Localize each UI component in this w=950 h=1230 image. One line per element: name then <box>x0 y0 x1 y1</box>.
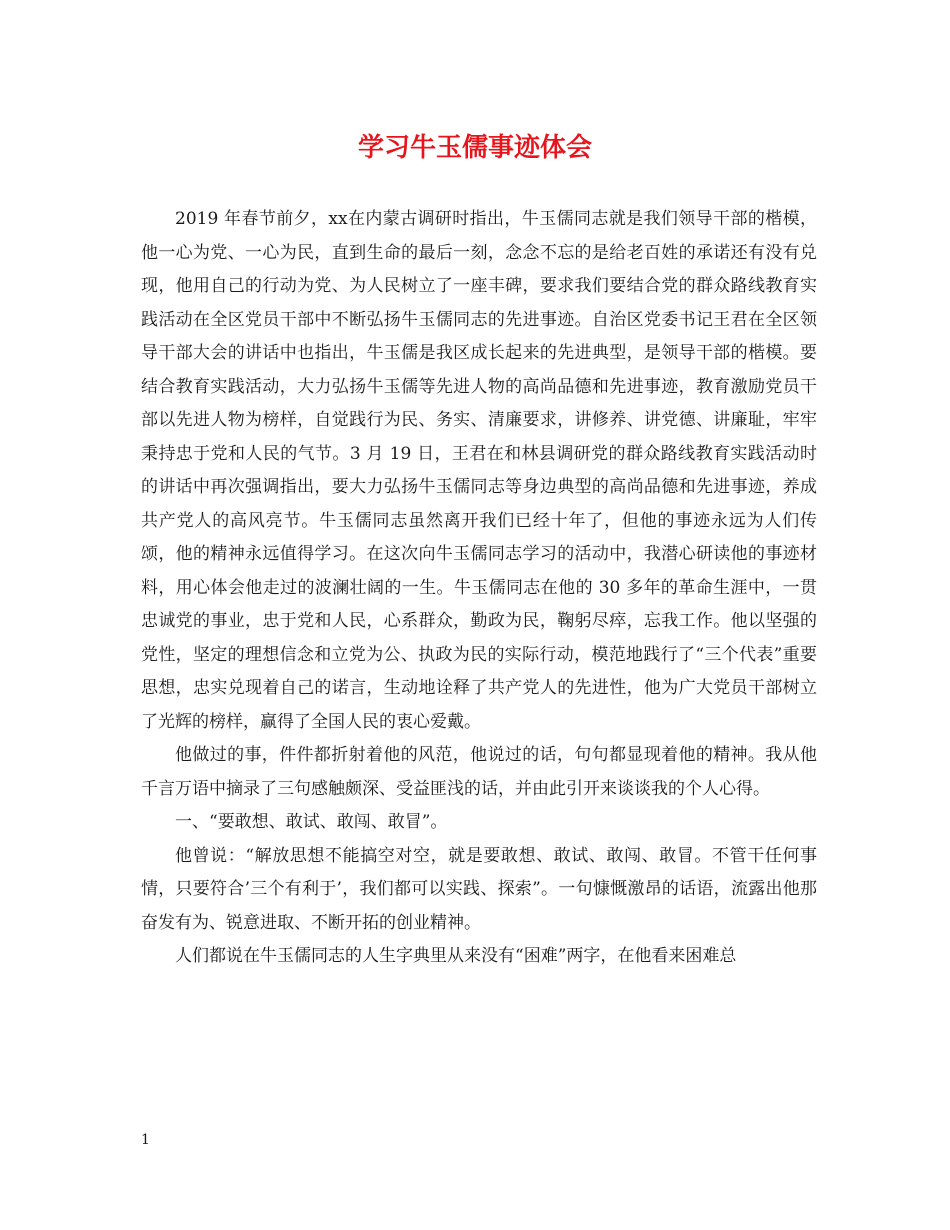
document-title: 学习牛玉儒事迹体会 <box>357 133 592 163</box>
section-heading-one: 一、“要敢想、敢试、敢闯、敢冒”。 <box>175 812 448 832</box>
paragraph-quotes-summary: 他做过的事，件件都折射着他的风范，他说过的话，句句都显现着他的精神。我从他千言万语中摘录了三句感触颇深、受益匪浅的话，并由此引开来谈谈我的个人心得。 <box>141 745 817 799</box>
page-number: 1 <box>141 1132 150 1148</box>
document-body <box>141 203 817 974</box>
paragraph-intro: 2019 年春节前夕，xx在内蒙古调研时指出，牛玉儒同志就是我们领导干部的楷模，他一心为党、一心为民，直到生命的最后一刻，念念不忘的是给老百姓的承诺还有没有兑现，他用自己的行动为党、为人民树立了一座丰碑，要求我们要结合党的群众路线教育实践活动在全区党员干部中不断弘扬牛玉儒同志的先进事迹。自治区党委书记王君在全区领导干部大会的讲话中也指出，牛玉儒是我区成长起来的先进典型，是领导干部的楷模。要结合教育实践活动，大力弘扬牛玉儒等先进人物的高尚品德和先进事迹，教育激励党员干部以先进人物为榜样，自觉践行为民、务实、清廉要求，讲修养、讲党德、讲廉耻，牢牢秉持忠于党和人民的气节。3 月 19 日，王君在和林县调研党的群众路线教育实践活动时的讲话中再次强调指出，要大力弘扬牛玉儒同志等身边典型的高尚品德和先进事迹，养成共产党人的高风亮节。牛玉儒同志虽然离开我们已经十年了，但他的事迹永远为人们传颂，他的精神永远值得学习。在这次向牛玉儒同志学习的活动中，我潜心研读他的事迹材料，用心体会他走过的波澜壮阔的一生。牛玉儒同志在他的 30 多年的革命生涯中，一贯忠诚党的事业，忠于党和人民，心系群众，勤政为民，鞠躬尽瘁，忘我工作。他以坚强的党性，坚定的理想信念和立党为公、执政为民的实际行动，模范地践行了“三个代表”重要思想，忠实兑现着自己的诺言，生动地诠释了共产党人的先进性，他为广大党员干部树立了光辉的榜样，赢得了全国人民的衷心爱戴。 <box>141 209 817 732</box>
paragraph-quote-one: 他曾说：“解放思想不能搞空对空，就是要敢想、敢试、敢闯、敢冒。不管干任何事情，只要符合’三个有利于’，我们都可以实践、探索”。一句慷慨激昂的话语，流露出他那奋发有为、锐意进取、不断开拓的创业精神。 <box>141 845 817 933</box>
paragraph-difficulty: 人们都说在牛玉儒同志的人生字典里从来没有“困难”两字，在他看来困难总 <box>175 946 737 966</box>
